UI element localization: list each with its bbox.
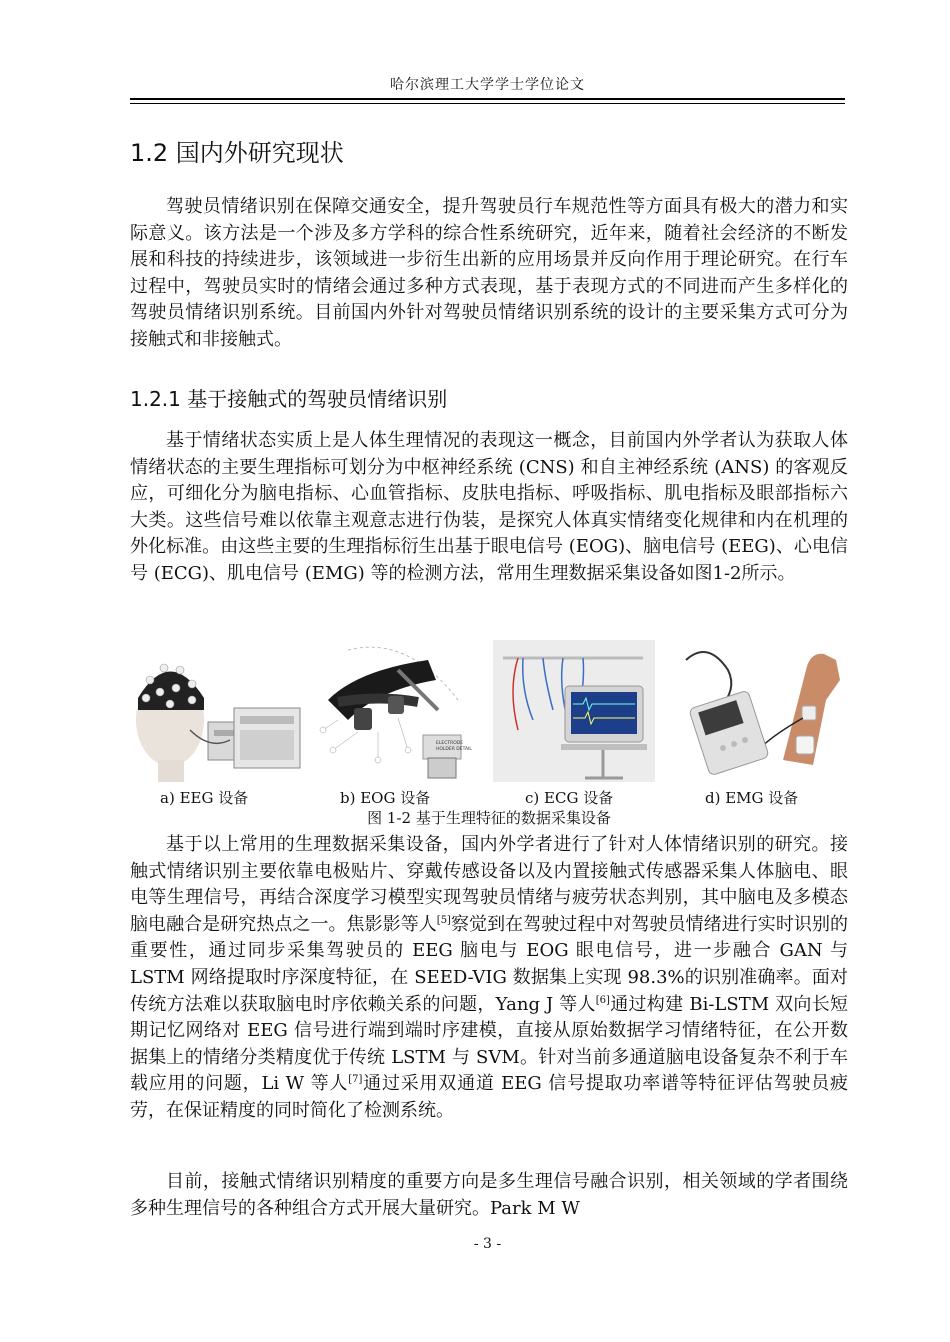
paragraph-contact-research: [130, 832, 848, 1125]
p3-text-b: 察觉到在驾驶过程中对驾驶员情绪进行实时识别的重要性，通过同步采集驾驶员的 EEG 脑电与 EOG 眼电信号，进一步融合 GAN 与 LSTM 网络提取时序深度特征，在 SEED-VIG 数据集上实现 98.3%的识别准确率。面对传统方法难以获取脑电时序依赖关系的问题，Yang J 等人: [130, 913, 848, 1015]
subcaption-c: c) ECG 设备: [525, 789, 614, 807]
figure-caption: 图 1-2 基于生理特征的数据采集设备: [367, 809, 611, 827]
paragraph-intro: 驾驶员情绪识别在保障交通安全，提升驾驶员行车规范性等方面具有极大的潜力和实际意义。该方法是一个涉及多方学科的综合性系统研究，近年来，随着社会经济的不断发展和科技的持续进步，该领域进一步衍生出新的应用场景并反向作用于理论研究。在行车过程中，驾驶员实时的情绪会通过多种方式表现，基于表现方式的不同进而产生多样化的驾驶员情绪识别系统。目前国内外针对驾驶员情绪识别系统的设计的主要采集方式可分为接触式和非接触式。: [130, 196, 848, 350]
svg-text:HOLDER DETAIL: HOLDER DETAIL: [436, 747, 472, 752]
header-rule-thin: [130, 103, 845, 104]
ecg-device-image: [493, 640, 655, 782]
figure-1-2: [130, 640, 848, 785]
paragraph-multisignal: 目前，接触式情绪识别精度的重要方向是多生理信号融合识别，相关领域的学者围绕多种生理信号的各种组合方式开展大量研究。Park M W: [130, 1171, 848, 1219]
p3-text-a: 基于以上常用的生理数据采集设备，国内外学者进行了针对人体情绪识别的研究。接触式情绪识别主要依靠电极贴片、穿戴传感设备以及内置接触式传感器采集人体脑电、眼电等生理信号，再结合深度学习模型实现驾驶员情绪与疲劳状态判别，其中脑电及多模态脑电融合是研究热点之一。焦影影等人: [130, 834, 848, 935]
citation-6: [6]: [595, 994, 610, 1006]
section-heading: 1.2 国内外研究现状: [130, 139, 344, 167]
header-rule-thick: [130, 98, 845, 100]
citation-7: [7]: [348, 1074, 363, 1086]
emg-device-image: [678, 640, 848, 782]
p3-text-d: 通过采用双通道 EEG 信号提取功率谱等特征评估驾驶员疲劳，在保证精度的同时简化了检测系统。: [130, 1073, 848, 1121]
subcaption-b: b) EOG 设备: [340, 789, 431, 807]
running-header: 哈尔滨理工大学学士学位论文: [390, 77, 585, 93]
citation-5: [5]: [436, 914, 451, 926]
p3-text-c: 通过构建 Bi-LSTM 双向长短期记忆网络对 EEG 信号进行端到端时序建模，直接从原始数据学习情绪特征，在公开数据集上的情绪分类精度优于传统 LSTM 与 SVM。针对当前多通道脑电设备复杂不利于车载应用的问题，Li W 等人: [130, 993, 848, 1095]
paragraph-physiological: 基于情绪状态实质上是人体生理情况的表现这一概念，目前国内外学者认为获取人体情绪状态的主要生理指标可划分为中枢神经系统 (CNS) 和自主神经系统 (ANS) 的客观反应，可细化分为脑电指标、心血管指标、皮肤电指标、呼吸指标、肌电指标及眼部指标六大类。这些信号难以依靠主观意志进行伪装，是探究人体真实情绪变化规律和内在机理的外化标准。由这些主要的生理指标衍生出基于眼电信号 (EOG)、脑电信号 (EEG)、心电信号 (ECG)、肌电信号 (EMG) 等的检测方法，常用生理数据采集设备如图1-2所示。: [130, 430, 848, 584]
eog-device-image: [318, 640, 472, 782]
subsection-heading: 1.2.1 基于接触式的驾驶员情绪识别: [130, 387, 448, 411]
page-number: - 3 -: [473, 1236, 502, 1252]
electrode-inset-label: ELECTRODE: [436, 741, 464, 746]
subcaption-d: d) EMG 设备: [705, 789, 799, 807]
subcaption-a: a) EEG 设备: [160, 789, 249, 807]
eeg-device-image: [130, 640, 300, 782]
